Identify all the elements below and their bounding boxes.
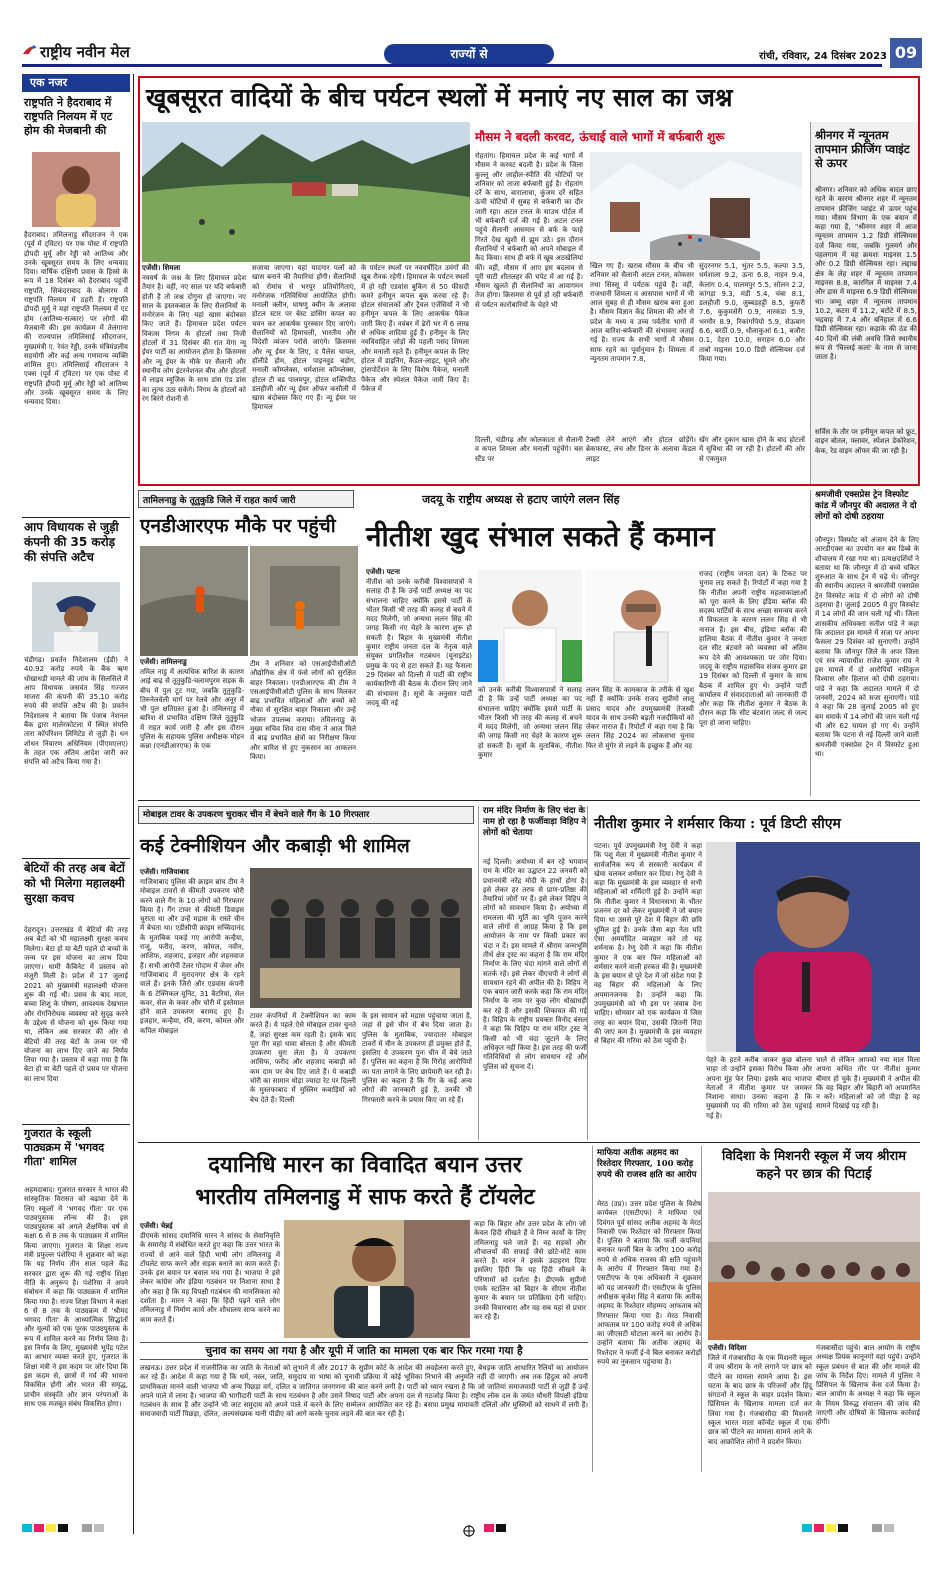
ndrf-headline: एनडीआरएफ मौके पर पहुंची	[140, 515, 336, 537]
mla-photo	[32, 582, 120, 652]
maran-byline: एजेंसी। चेन्नई	[140, 1222, 173, 1230]
maran-headline-line1: दयानिधि मारन का विवादित बयान उत्तर	[208, 1152, 522, 1178]
color-swatch	[872, 1524, 882, 1532]
mobile-col3: के इस सामान को मद्रास पहुंचाया जाता है, जहां से इसे चीन में बेच दिया जाता है। पुलिस के मुताबिक, ज्यादातर मोबाइल टावरों में चीन के उपकरण ही प्रयुक्त होते हैं, इसलिए ये उपकरण पुनः चीन में बेचे जाते हैं। पुलिस का कहना है कि गिरोह आरोपियों का पता लगाने के लिए छापेमारी कर रही है। पुलिस का कहना है कि गैंग के कई अन्य लोगों की जानकारी हुई है, उनकी भी गिरफ्तारी करने के प्रयास किए जा रहे हैं।	[362, 1012, 475, 1104]
lead-sub-headline: मौसम ने बदली करवट, ऊंचाई वाले भागों में बर्फबारी शुरू	[475, 130, 725, 144]
nitish-kicker: जदयू के राष्ट्रीय अध्यक्ष से हटाए जाएंगे ललन सिंह	[422, 493, 620, 506]
lead-col3: के पर्यटन स्थलों पर नववर्षीदित उमंगों की खूब रौनक रहेगी। हिमाचल के पर्यटन स्थलों में हो रही एडवांस बुकिंग से 50 फीसदी कमरे हनीमून कपल बुक करवा रहे हैं। होटल संचालकों और ट्रैवल एजेंसियों ने भी हनीमून कपल के लिए आकर्षक पैकेज जारी किए हैं। नवंबर में ढेरों भर में 6 लाख से अधिक शादियां हुई हैं। हनीमून के लिए नवविवाहित जोड़ों की पहली पसंद शिमला और मनाली रहते हैं। हनीमून कपल के लिए होटल में डाइनिंग, कैंडल-लाइट, घूमने और ट्रांसपोर्टेशन के लिए विशेष पैकेज, मनाली पैकेज और स्पेशल पैकेज जारी किए हैं। पैकेज में	[361, 264, 472, 393]
lead-col4b: टैक्सी लेने आएंगे और होटल छोड़ेंगे। ब्रेकफास्ट, लंच और डिनर के अलावा केंडल लाइट	[586, 436, 699, 463]
color-swatch	[838, 1524, 848, 1532]
vidisha-box	[706, 1146, 923, 1472]
sidebar-story4-title: गुजरात के स्कूली पाठ्यक्रम में 'भगवद गीता' शामिल	[24, 1127, 105, 1168]
maran-headline-line2: भारतीय तमिलनाडु में साफ करते हैं टॉयलेट	[195, 1184, 535, 1210]
color-swatch	[22, 1524, 32, 1532]
deputy-cm-headline: नीतीश कुमार ने शर्मसार किया : पूर्व डिप्टी सीएम	[594, 816, 841, 832]
sidebar-story3-text: देहरादून। उत्तराखंड में बेटियों की तरह अब बेटों को भी महालक्ष्मी सुरक्षा कवच मिलेगा। बेटा हो या बेटी पहले दो बच्चों के जन्म पर इस योजना का लाभ दिया जाएगा। धामी कैबिनेट में प्रस्ताव को मंजूरी मिली है। प्रदेश में 17 जुलाई 2021 को मुख्यमंत्री महालक्ष्मी योजना शुरू की गई थी। प्रसव के बाद माता, बच्चा शिशु के पोषण, आवश्यक देखभाल और रोगनिरोधक व्यवस्था को सुदृढ़ करने के उद्देश्य से योजना को शुरू किया गया था, लेकिन अब सरकार की ओर से बेटियों की तरह बेटों के जन्म पर भी योजना का लाभ दिए जाने का निर्णय लिया गया है। प्रस्ताव में कहा गया है कि बेटा हो या बेटी पहले दो प्रसव पर योजना का लाभ दिया	[24, 926, 131, 1083]
deputy-cm-col1: पटना। पूर्व उपमुख्यमंत्री रेणु देवी ने कहा कि पशु मेला में मुख्यमंत्री नीतीश कुमार ने सार्वजनिक रूप से सरकारी कार्यक्रम में खेमा चलकर शर्मसार कर दिया। रेणु देवी ने कहा कि मुख्यमंत्री के इस व्यवहार से सभी महिलाओं को शर्मिंदगी हुई है। उन्होंने कहा कि नीतीश कुमार ने विधानसभा के भीतर प्रजनन दर को लेकर मुख्यमंत्री ने जो बयान दिया था उससे पूरे देश में बिहार की छवि धूमिल हुई है। उनके जैसा बड़ा नेता यदि ऐसा अमर्यादित व्यवहार करे तो यह शर्मनाक है। रेणु देवी ने कहा कि नीतीश कुमार ने एक बार फिर महिलाओं को शर्मसार करने वाली हरकत की है। मुख्यमंत्री के इस बयान से पूरे देश में जो संदेश गया है वह बिहार की महिलाओं के लिए अपमानजनक है। उन्होंने कहा कि उपमुख्यमंत्री को भी इस पर जवाब देना चाहिए। सोमवार को एक कार्यक्रम में जिस तरह का बयान दिया, उसकी जितनी निंदा की जाए कम है। मुख्यमंत्री के इस व्यवहार से बिहार की गरिमा को ठेस पहुंची है।	[594, 842, 705, 1046]
divider	[138, 1142, 920, 1143]
deputy-cm-col2: पेहरे के हटने करीब जाकर कुछ बोलना चाहा तो उन्होंने इसका विरोध किया और अपना मुंह फेर लिया। इसके बाद भाजपा नेताओं ने नीतीश कुमार पर जमकर निशाना साधा। उनका कहना है कि मुख्यमंत्री पद की गरिमा को ठेस पहुंचाई गई है।	[706, 1056, 815, 1120]
ndrf-col1: तमिल नाडु में अत्यधिक बारिश के कारण आई बाढ़ से तूतुकुडि-चलामपुरम सड़क के बीच में पुल टूट गया, जबकि तूतुकुडि-तिरुनेलवेली मार्ग पर रेलवे और अनूर में भी पुल क्षतिग्रस्त हुआ है। तमिलनाडु में बारिश से प्रभावित दक्षिण जिले तूतुकुडि में राहत कार्य जारी है और इस दौरान पुलिस के सहायक पुलिस अधीक्षक मोहन कन्ना (एनडीआरएफ) के एक	[140, 668, 247, 751]
lead-col1: नववर्ष के जश्न के लिए हिमाचल प्रदेश तैयार है। वहीं, नए साल पर यदि बर्फबारी होती है तो जश्न दोगुना हो जाएगा। नए साल के इस्तकबाल के लिए सैलानियों के मनोरंजन के लिए यहां खास बंदोबस्त किए जाते हैं। हिमाचल प्रदेश पर्यटन विकास निगम के होटलों तथा निजी होटलों में 31 दिसंबर की रात मेगा न्यू ईयर पार्टी का आयोजन होता है। क्रिसमस और न्यू ईयर के मौके पर सैलानी और स्थानीय लोग इंटरनेशनल बीच और होटलों में लाइव म्यूजिक के साथ डांस एंड डांस का लुत्फ उठा सकेंगे। निगम के होटलों को रंग बिरंगे रोशनी से	[142, 274, 249, 403]
nitish-col3: राजद (राष्ट्रीय जनता दल) के टिकट पर चुनाव लड़ सकते हैं। रिपोर्टों में कहा गया है कि नीतीश अपनी राष्ट्रीय महत्वाकांक्षाओं को पूरा करने के लिए इंडिया ब्लॉक की सदस्य पार्टियों के साथ अच्छा समन्वय करने में विफलता के कारण ललन सिंह से भी नाराज हैं। इस बीच, इंडिया ब्लॉक की हालिया बैठक में नीतीश कुमार ने जनता दल सीट बंटवारे को व्यवस्था को अंतिम रूप देने की आवश्यकता पर जोर दिया। जदयू के राष्ट्रीय महासचिव संजय कुमार झा 19 दिसंबर को दिल्ली में कुमार के साथ बैठक में शामिल हुए थे। उन्होंने पार्टी कार्यालय में संवाददाताओं को जानकारी दी और कहा कि नीतीश कुमार ने बैठक के दौरान कहा कि सीट बंटवारा जल्द से जल्द पूरा हो जाना चाहिए।	[699, 570, 810, 727]
masthead-underline	[22, 64, 882, 67]
mobile-kicker: मोबाइल टावर के उपकरण चुराकर चीन में बेचने वाले गैंग के 10 गिरफ्तार	[143, 810, 370, 820]
color-swatch	[802, 1524, 812, 1532]
sidebar-story4-text: अहमदाबाद। गुजरात सरकार ने भारत की सांस्कृतिक विरासत को बढ़ावा देने के लिए स्कूलों में 'भगवद गीता' पर एक पाठ्यपुस्तक लॉन्च की है। इस पाठ्यपुस्तक को अगले शैक्षणिक वर्ष से कक्षा 6 से 8 तक के पाठ्यक्रम में शामिल किया जाएगा। गुजरात के शिक्षा राज्य मंत्री प्रफुल्ल पंशेरिया ने शुक्रवार को कहा कि यह निर्णय तीन साल पहले केंद्र सरकार द्वारा शुरू की गई राष्ट्रीय शिक्षा नीति के अनुरूप है। पंशेरिया ने अपने संबोधन में कहा कि पाठ्यक्रम में शामिल किया गया है। राज्य शिक्षा विभाग ने कक्षा 6 से 8 तक के पाठ्यक्रम में 'श्रीमद भगवद गीता' के आध्यात्मिक सिद्धांतों और मूल्यों को एक पूरक पाठ्यपुस्तक के रूप में शामिल करने का निर्णय लिया है। इस निर्णय के लिए, मुख्यमंत्री भूपेंद्र पटेल का आभार व्यक्त करते हुए, गुजरात के शिक्षा मंत्री ने इस कदम पर जोर दिया कि इस कदम से, छात्रों में गर्व की भावना विकसित होगी और भारत की समृद्ध, प्राचीन संस्कृति और ज्ञान परंपराओं के साथ एक मजबूत संबंध विकसित होगा।	[24, 1186, 131, 1408]
snow-town-photo	[590, 152, 802, 260]
sidebar-story1-text: हैदराबाद। तमिलनाडु सौंदराजन ने एक (पूर्व में ट्विटर) पर एक पोस्ट में राष्ट्रपति द्रौपदी मुर्मू और रेड्डी को आतिथ्य और उनके खूबसूरत समय के लिए धन्यवाद दिया। वार्षिक दक्षिणी प्रवास के हिस्से के रूप में 18 दिसंबर को हैदराबाद पहुंचीं राष्ट्रपति, सिकंदराबाद के बोलारम में राष्ट्रपति निलयम में ठहरी हैं। राष्ट्रपति द्रौपदी मुर्मू ने यहां राष्ट्रपति निलयम में एट होम (आतिथ्य-सत्कार) पर लोगों की मेजबानी की। इस कार्यक्रम में तेलंगाना की राज्यपाल तमिलिसाई सौंदराजन, मुख्यमंत्री ए. रेवंत रेड्डी, उनके मंत्रिमंडलीय सहयोगी और कई अन्य गणमान्य व्यक्ति शामिल हुए। तमिलिसाई सौंदराजन ने एक्स (पूर्व में ट्विटर) पर एक पोस्ट में राष्ट्रपति द्रौपदी मुर्मू और रेड्डी को आतिथ्य और उनके खूबसूरत समय के लिए धन्यवाद दिया।	[24, 231, 131, 407]
president-photo	[32, 152, 120, 227]
color-swatch	[58, 1524, 68, 1532]
mobile-col2: टावर कंपनियों में टेक्नीशियन का काम करते हैं। ये पहले ऐसे मोबाइल टावर चुनते हैं, जहां सुरक्षा कम रहती है। इसके बाद पूरा गैंग वहां धावा बोलता है और कीमती उपकरण चुरा लेता है। ये उपकरण आसिफ, फरीद और शहजाद कबाड़ी को कम दाम पर बेच दिए जाते हैं। ये कबाड़ी चोरी का सामान थोड़ा ज्यादा रेट पर दिल्ली के मुस्तफाबाद में मुस्लिम कबाड़ियों को बेच देते हैं। दिल्ली	[250, 1012, 359, 1104]
masthead	[22, 40, 922, 70]
section-badge	[384, 44, 554, 64]
ndrf-byline: एजेंसी। तामिलनाडु	[140, 658, 187, 666]
paper-name: राष्ट्रीय नवीन मेल	[40, 43, 130, 61]
dateline: रांची, रविवार, 24 दिसंबर 2023	[759, 51, 887, 62]
lead-col6: सुंदरनगर 5.1, भुंतर 5.5, कल्पा 3.5, धर्मशाला 9.2, ऊना 6.8, नाहन 9.4, केलांग 0.4, पालमपुर 5.5, सोलन 2.2, कांगड़ा 9.3, मंडी 5.4, चंबा 8.1, डलहौजी 9.0, जुब्बड़हट्टी 8.5, कुफरी 7.6, कुकुमसेरी 0.9, नारकंडा 5.9, भरमौर 8.9, रिकांगपियो 5.9, सेऊबाग 6.6, बरठीं 0.9, धौलाकुआं 6.1, बजौरा 0.1, देहरा 10.0, सराहन 6.0 और ताबो माइनस 10.0 डिग्री सेल्सियस दर्ज किया गया।	[699, 262, 808, 363]
renu-devi-photo	[706, 842, 920, 1052]
sidebar-divider	[133, 74, 134, 1534]
nitish-col2: ललन सिंह के कामकाज के तरीके से खुश नहीं हैं क्योंकि उनके राजद सुप्रीमो लालू प्रसाद यादव और उपमुख्यमंत्री तेजस्वी यादव के साथ उनकी बढ़ती नजदीकियों को लेकर नाराज हैं। रिपोर्टों में कहा गया है कि ललन सिंह 2024 का लोकसभा चुनाव फिर से मुंगेर से लड़ने के इच्छुक हैं और वह	[586, 686, 697, 750]
divider	[22, 517, 130, 518]
nitish-col1: नीतीश को उनके करीबी विश्वासपात्रों ने सलाह दी है कि उन्हें पार्टी अध्यक्ष का पद संभालना चाहिए क्योंकि इससे पार्टी के भीतर किसी भी तरह की कलह से बचने में मदद मिलेगी, जो अन्यथा ललन सिंह की जगह किसी नए चेहरे के कारण शुरू हो सकती है। बिहार के मुख्यमंत्री नीतीश कुमार राष्ट्रीय जनता दल के नेतृत्व वाले संयुक्त प्रगतिशील गठबंधन (यूनाइटेड) प्रमुख के पद से हटा सकते हैं। यह फैसला 29 दिसंबर को दिल्ली में पार्टी की राष्ट्रीय कार्यकारिणी की बैठक के दौरान लिए जाने की संभावना है। सूत्रों के अनुसार पार्टी जदयू की नई	[366, 578, 475, 707]
mobile-kicker-box	[138, 806, 474, 824]
ram-mandir-text: नई दिल्ली। अयोध्या में बन रहे भगवान राम के मंदिर का उद्घाटन 22 जनवरी को प्रधानमंत्री नरेंद्र मोदी के हाथों होगा है। इसे लेकर हर तरफ से प्राण-प्रतिष्ठा की तैयारियां जोरों पर हैं। इसे लेकर विहिप ने लोगों को सावधान किया है। अयोध्या में रामलला की मूर्ति का भूमि पूजन करने वाले लोगों से आग्रह किया है कि इस आयोजन के नाम पर किसी प्रकार का चंदा न दें। इस मामले में श्रीराम जन्मभूमि तीर्थ क्षेत्र ट्रस्ट का कहना है कि राम मंदिर निर्माण के लिए चंदा मांगने वाले लोगों से सतर्क रहें। इसे लेकर वीएचपी ने लोगों से सावधान रहने की अपील की है। विहिप ने एक बयान जारी करके कहा कि राम मंदिर निर्माण के नाम पर कुछ लोग धोखाधड़ी कर रहे हैं और इसकी शिकायत की गई है। विहिप के राष्ट्रीय प्रवक्ता विनोद बंसल ने कहा कि विहिप या राम मंदिर ट्रस्ट ने किसी को भी चंदा जुटाने के लिए अधिकृत नहीं किया है। इस तरह की फर्जी गतिविधियों से लोग सावधान रहें और पुलिस को सूचना दें।	[483, 858, 590, 1071]
deputy-cm-col3: चाले से लेकिन आपको नया माल मिला अपना कथित तौर पर नीतीश कुमार बीमार हो चुके हैं। मुख्यमंत्री ने अपील की कि वह बिहार और बिहारी को अपमानित न करें। महिलाओं को जो पीड़ा है वह सामने दिखाई पड़ रही है।	[816, 1056, 923, 1111]
lead-col5: खिल गए हैं। खराब मौसम के बीच भी शनिवार को सैलानी अटल टनल, कोकसर तथा सिस्सू में पर्यटक पहुंचे हैं। वहीं, राजधानी शिमला व आसपास भागों में भी आज सुबह से ही मौसम खराब बना हुआ है। मौसम विज्ञान केंद्र शिमला की ओर से प्रदेश के मध्य व उच्च पर्वतीय भागों में आज बारिश-बर्फबारी की संभावना जताई गई है। राज्य के सभी भागों में मौसम साफ रहने का पूर्वानुमान है। शिमला में न्यूनतम तापमान 7.8,	[590, 262, 697, 363]
mobile-col1: गाजियाबाद पुलिस की क्राइम ब्रांच टीम ने मोबाइल टावरों से कीमती उपकरण चोरी करने वाले गैंग के 10 लोगों को गिरफ्तार किया है। गैंग टावर से कीमती डिवाइस चुराता था और उन्हें मद्रास के रास्ते चीन में बेचता था। एडीसीपी क्राइम सच्चिदानंद के मुताबिक पकड़े गए आरोपी कन्हैया, राजू, फरीद, करण, कोमल, नवीन, आशिफ, शहजाद, इजहार और शहनवाज हैं। सभी आरोपी टेलर गोदाम में जेवर और गाजियाबाद में मुरादनगर क्षेत्र के रहने वाले हैं। इनके जिरो और एडवांस कंपनी के 6 टेक्निकल यूनिट, 31 बैटरियां, सेल कवर, सेल के कवर और चोरी में इस्तेमाल होने वाले उपकरण बरामद हुए हैं। इजहार, कन्हैया, रवि, करण, कोमल और कपिल मोबाइल	[140, 878, 247, 1035]
nitish-headline: नीतीश खुद संभाल सकते हैं कमान	[366, 520, 715, 553]
lead-headline: खूबसूरत वादियों के बीच पर्यटन स्थलों में मनाएं नए साल का जश्न	[146, 83, 733, 112]
lead-col4: रोहतांग। हिमाचल प्रदेश के कई भागों में मौसम ने करवट बदली है। प्रदेश के जिला कुल्लू और लाहौल-स्पीति की चोटियों पर शनिवार को ताजा बर्फबारी हुई है। रोहतांग दर्रे के साथ, बारालाचा, कुंजम दर्रे सहित ऊंची चोटियों में सुबह से बर्फबारी का दौर जारी रहा। अटल टनल के साउथ पोर्टल में भी बर्फबारी दर्ज की गई है। अटल टनल पहुंचे सैलानी आसमान से बर्फ के फाहे गिरते देख खुशी से झूम उठे। इस दौरान सैलानियों ने बर्फबारी को अपने मोबाइल में कैद किया। साथ ही बर्फ में खूब अठखेलियां कीं। वहीं, मौसम में आए इस बदलाव से पूरी घाटी शीतलहर की चपेट में आ गई है। मौसम खुलते ही सैलानियों का आवागमन तेज होगा। क्रिसमस से पूर्व हो रही बर्फबारी से पर्यटन कारोबारियों के चेहरे भी	[475, 152, 586, 309]
paper-logo-icon	[22, 42, 38, 58]
color-swatch	[884, 1524, 894, 1532]
school-protest-photo	[708, 1192, 920, 1340]
color-swatch	[484, 1524, 494, 1532]
color-swatch	[34, 1524, 44, 1532]
srinagar-title: श्रीनगर में न्यूनतम तापमान फ्रीजिंग प्वाइंट से ऊपर	[815, 128, 910, 170]
nitish-photo-1	[478, 570, 582, 682]
register-mark-icon	[462, 1522, 476, 1534]
lead-col2: सजाया जाएगा। वहां यादगार पलों को खास बनाने की तैयारियां होंगी। सैलानियों को रोमांच से भरपूर प्रतियोगिताएं, मनोरंजक गतिविधियां आयोजित होंगी। मनाली क्लीन, घाषणु क्वीन के अलावा होटल स्टार पर बेस्ट डांसिंग कपल का चयन कर आकर्षक पुरस्कार दिए जाएंगे। सैलानियों को हिमाचली, भारतीय और विदेशी व्यंजन परोसे जाएंगे। क्रिसमस और न्यू ईयर के लिए, द पैलेस चायल, हॉलीडे होम, होटल पाइनवुड बड़ोग, मनाली कॉम्प्लेक्स, धर्मशाला कॉम्प्लेक्स, होटल टी बड पालमपुर, होटल शक्तिपीठ डलहौजी और न्यू ईयर ऑफर कसौली में खास बंदोबस्त किए गए हैं। न्यू ईयर पर हिमाचल	[252, 264, 359, 412]
ndrf-col2: टीम ने शनिवार को एसआईपीसीओटी औद्योगिक क्षेत्र में फंसे लोगों को सुरक्षित बाहर निकाला। एनडीआरएफ की टीम ने एसआईपीसीओटी पुलिस के साथ मिलकर बाढ़ प्रभावित महिलाओं और बच्चों को नौका से सुरक्षित बाहर निकाला और उन्हें भोजन उपलब्ध कराया। तमिलनाडु के मुख्य सचिव शिव दास मीना ने आज मिले में बाढ़ प्रभावित क्षेत्रों का निरीक्षण किया और बारिश से हुए नुकसान का आकलन किया।	[250, 660, 359, 761]
ndrf-kicker: तामिलनाडु के तूतुकुडि जिले में राहत कार्य जारी	[143, 496, 296, 506]
srinagar-box	[810, 122, 918, 484]
sidebar-story2-title: आप विधायक से जुड़ी कंपनी की 35 करोड़ की संपत्ति अटैच	[24, 520, 119, 564]
mobile-byline: एजेंसी। गाजियाबाद	[140, 868, 189, 876]
ndrf-kicker-box	[138, 490, 354, 508]
maran-photo	[284, 1220, 470, 1338]
color-swatch	[82, 1524, 92, 1532]
lead-byline: एजेंसी। शिमला	[142, 264, 181, 272]
ahmad-title: माफिया अतीक अहमद का रिश्तेदार गिरफ्तार, 100 करोड़ रुपये की राजस्व क्षति का आरोप	[597, 1148, 697, 1180]
sidebar-heading	[22, 74, 130, 92]
color-swatch	[94, 1524, 104, 1532]
color-swatch	[496, 1524, 506, 1532]
maran-bottom: लखनऊ। उत्तर प्रदेश में राजनीतिक का जाति के नेताओं को लुभाने में और 2017 के सुप्रीम कोर्ट के आदेश की अवहेलना करते हुए, बेधड़क जाति आधारित रैलियों का आयोजन कर रहे हैं। आदेश में कहा गया है कि धर्म, नस्ल, जाति, समुदाय या भाषा को चुनावी प्रक्रिया में कोई भूमिका निभाने की अनुमति नहीं दी जाएगी। अब तक हिंदुत्व को अपनी प्राथमिकता मानने वाली भाजपा भी अन्य पिछड़ा वर्ग, दलित व जातिगत जनगणना की बात करने लगी है। पार्टी को ध्यान रखना है कि जो जातियां समाजवादी पार्टी से जुड़ी हैं उन्हें अपने पाले में लाना है। भाजपा की भागीदारी पार्टी के साथ गठबंधन है और उसने निषाद पार्टी और अपना दल से गठजोड़ किया है। राष्ट्रीय लोक दल के जयंत चौधरी विपक्षी इंडिया गठबंधन के साथ हैं और उन्होंने भी जाट समुदाय को अपने पाले में करने के लिए सम्मेलन आयोजित कर रहे हैं। बसपा प्रमुख मायावती दलितों और मुस्लिमों को साधने में लगी हैं। समाजवादी पार्टी पिछड़ा, दलित, अल्पसंख्यक यानी पीडीए को आगे करके चुनाव लड़ने की बात कर रही है।	[140, 1364, 591, 1419]
registration-bar	[22, 1522, 922, 1534]
page-number: 09	[890, 38, 922, 68]
vidisha-col1: जिले में गंजबासौदा के एक मिशनरी स्कूल में जय श्रीराम के नारे लगाने पर छात्र को पीटने का मामला सामने आया है। इस घटना के बाद छात्र के परिजनों और हिंदू संगठनों ने स्कूल के बाहर प्रदर्शन किया। प्रिंसिपल के खिलाफ मामला दर्ज कर लिया गया है। गंजबासौदा की मिशनरी स्कूल भारत माता कॉन्वेंट स्कूल में एक छात्र को पीटने का मामला सामने आने के बाद आक्रोशित लोगों ने प्रदर्शन किया।	[708, 1354, 815, 1446]
maran-col2: कहा कि बिहार और उत्तर प्रदेश के लोग जो केवल हिंदी सीखते हैं वे निम्न कार्यों के लिए तमिलनाडु चले जाते हैं। वह सड़कों और शौचालयों की सफाई जैसे छोटे-मोटे काम करते हैं। मारन ने इसके उदाहरण दिया इसलिए हिंदी कि यह हिंदी सीखने के परिणामों को दर्शाता है। डीएमके सुप्रीमो एमके स्टालिन को बिहार के सीएम नीतीश कुमार के बयान पर प्रतिक्रिया देनी चाहिए। उनकी विचारधारा और वह सब यहां से प्रचार कर रहे हैं।	[474, 1220, 589, 1321]
sidebar-story3-title: बेटियों की तरह अब बेटों को भी मिलेगा महालक्ष्मी सुरक्षा कवच	[24, 861, 125, 905]
ahmad-text: मेरठ (उप्र)। उत्तर प्रदेश पुलिस के विशेष कार्यबल (एसटीएफ) ने माफिया एवं दिवंगत पूर्व सांसद अतीक अहमद के मेरठ निवासी एक रिश्तेदार को गिरफ्तार किया है। पुलिस ने बताया कि फर्जी कंपनियां बनाकर फर्जी बिल के जरिए 100 करोड़ रुपये से अधिक राजस्व की क्षति पहुंचाने के आरोप में गिरफ्तार किया गया है। एसटीएफ के एक अधिकारी ने शुक्रवार को यह जानकारी दी। एसटीएफ के पुलिस अधीक्षक बृजेश सिंह ने बताया कि अतीक अहमद के रिश्तेदार मोहम्मद आफताब को गिरफ्तार किया गया है। मेरठ निवासी आफताब पर 100 करोड़ रुपये से अधिक का जीएसटी घोटाला करने का आरोप है। उन्होंने बताया कि अतीक अहमद के रिश्तेदार ने फर्जी ई-वे बिल बनाकर करोड़ों रुपये का नुकसान पहुंचाया है।	[597, 1200, 704, 1367]
maran-col1: डीएमके सांसद दयानिधि मारन ने सांसद के सेवानिवृत्ति के समारोह में संबोधित करते हुए कहा कि उत्तर भारत के राज्यों से आने वाले हिंदी भाषी लोग तमिलनाडु में टॉयलेट साफ करने और सड़क बनाने का काम करते हैं। उनके इस बयान पर बवाल मच गया है। भाजपा ने इसे लेकर कांग्रेस और इंडिया गठबंधन पर निशाना साधा है और कहा है कि यह विपक्षी गठबंधन की मानसिकता को दर्शाता है। मारन ने कहा कि हिंदी पढ़ने वाले लोग तमिलनाडु में निर्माण कार्य और शौचालय साफ करने का काम करते हैं।	[140, 1232, 283, 1324]
vidisha-col2: गंजबासौदा पहुंचे। बाल आयोग के राष्ट्रीय अध्यक्ष प्रियंक कानूनगो यहां पहुंचे। उन्होंने स्कूल प्रबंधन से बात की और मामले की जांच के निर्देश दिए। मामले में पुलिस ने प्रिंसिपल के खिलाफ केस दर्ज किया है। बाल आयोग के अध्यक्ष ने कहा कि स्कूल के नियम विरुद्ध संचालन की जांच की जाएगी और दोषियों के खिलाफ कार्रवाई होगी।	[816, 1344, 923, 1427]
divider	[22, 1124, 130, 1125]
nitish-col1b: को उनके करीबी विश्वासपात्रों ने सलाह दी है कि उन्हें पार्टी अध्यक्ष का पद संभालना चाहिए क्योंकि इससे पार्टी के भीतर किसी भी तरह की कलह से बचने में मदद मिलेगी, जो अन्यथा ललन सिंह की जगह किसी नए चेहरे के कारण शुरू हो सकती है। सूत्रों के मुताबिक, नीतीश कुमार	[478, 686, 585, 760]
sidebar-heading-label: एक नजर	[30, 76, 68, 89]
hill-station-photo	[142, 122, 470, 262]
railway-text: जौनपुर। विस्फोट को अंजाम देने के लिए आरडीएक्स का उपयोग कर बम डिब्बे के शौचालय में रखा गया था। प्रत्यक्षदर्शियों ने बताया था कि जौनपुर में दो बच्चे चकित शुरुआत के साथ ट्रेन में चढ़े थे। जौनपुर की स्थानीय अदालत ने श्रमजीवी एक्सप्रेस ट्रेन विस्फोट कांड में दो लोगों को दोषी ठहराया है। जुलाई 2005 में हुए विस्फोट में 14 लोगों की जान चली गई थी। जिला शासकीय अधिवक्ता सतीश पांडे ने कहा कि अदालत इस मामले में सजा पर अपना फैसला 29 दिसंबर को सुनाएगी। उन्होंने बताया कि जौनपुर जिले के अपर जिला एवं सत्र न्यायाधीश राजेश कुमार राय ने इस मामले में दो आरोपियों नफीकुल विश्वास और हिलाल को दोषी ठहराया। पांडे ने कहा कि अदालत मामले में दो जनवरी, 2024 को सजा सुनाएगी। पांडे ने कहा कि 28 जुलाई 2005 को हुए बम धमाके में 14 लोगों की जान चली गई थी और 62 घायल हो गए थे। उन्होंने बताया कि पटना से नई दिल्ली जाने वाली श्रमजीवी एक्सप्रेस ट्रेन में विस्फोट हुआ था।	[815, 536, 922, 758]
section-label: राज्यों से	[450, 47, 488, 61]
lead-col6b: खेंग और दुकान खास होने के बाद होटलों में सुविधा की जा रही है। होटलों की ओर से एकमुश्त	[699, 436, 808, 463]
nitish-byline: एजेंसी। पटना	[366, 568, 400, 576]
divider	[22, 858, 130, 859]
ram-mandir-box	[478, 806, 588, 1140]
vidisha-title: विदिशा के मिशनरी स्कूल में जय श्रीराम कहने पर छात्र की पिटाई	[722, 1149, 906, 1182]
sidebar-story1-title: राष्ट्रपति ने हैदराबाद में राष्ट्रपति निलयम में एट होम की मेजबानी की	[24, 96, 113, 137]
divider	[138, 800, 920, 801]
lead-col3b: दिल्ली, चंडीगढ़ और कोलकाता से सैलानी व कपल शिमला और मनाली पहुंचेंगे। बस स्टैंड पर	[475, 436, 586, 463]
srinagar-text2: सर्विस के तौर पर हनीमून कपल को फ्रूट, वाइन बोतल, फ्लावर, स्पेशल डेकोरेशन, केक, रेड वाइन ऑफर की जा रही है।	[815, 428, 920, 455]
lalan-singh-photo	[586, 570, 696, 682]
color-swatch	[826, 1524, 836, 1532]
sidebar-story2-text: चंडीगढ़। प्रवर्तन निदेशालय (ईडी) ने 40.92 करोड़ रुपये के बैंक ऋण धोखाधड़ी मामले की जांच के सिलसिले में आप विधायक जसवंत सिंह गज्जन माजरा की कंपनी की 35.10 करोड़ रुपये की संपत्ति अटैच की है। प्रवर्तन निदेशालय ने बताया कि पंजाब नेशनल बैंक द्वारा मालेरकोटला में स्थित संपत्ति तारा कॉर्पोरेशन लिमिटेड से जुड़ी है। धन शोधन निवारण अधिनियम (पीएमएलए) के तहत एक अंतिम आदेश जारी कर संपत्ति को अटैच किया गया है।	[24, 656, 131, 767]
accused-gang-photo	[250, 868, 472, 1008]
ram-mandir-title: राम मंदिर निर्माण के लिए चंदा के नाम हो रहा है फर्जीवाड़ा विहिप ने लोगों को चेताया	[483, 806, 587, 838]
sidebar	[22, 74, 130, 1534]
ahmad-box	[592, 1146, 702, 1472]
srinagar-text: श्रीनगर। शनिवार को अधिक बादल छाए रहने के कारण श्रीनगर शहर में न्यूनतम तापमान फ्रीजिंग प्वाइंट से ऊपर पहुंच गया। मौसम विभाग के एक बयान में कहा गया है, "श्रीनगर शहर में आज न्यूनतम तापमान 1.2 डिग्री सेल्सियस दर्ज किया गया, जबकि गुलमर्ग और पहलगाम में यह क्रमशः माइनस 1.5 और 0.2 डिग्री सेल्सियस रहा। लद्दाख क्षेत्र के लेह शहर में न्यूनतम तापमान माइनस 8.8, कारगिल में माइनस 7.4 और द्रास में माइनस 6.9 डिग्री सेल्सियस था। जम्मू शहर में न्यूनतम तापमान 10.2, कटरा में 11.2, बटोटे में 8.5, भद्रवाह में 7.4 और बनिहाल में 6.6 डिग्री सेल्सियस रहा। कड़ाके की ठंड की 40 दिनों की लंबी अवधि जिसे स्थानीय रूप से 'चिल्लई कलां' के नाम से जाना जाता है।	[815, 186, 920, 362]
color-swatch	[46, 1524, 56, 1532]
mobile-headline: कई टेक्नीशियन और कबाड़ी भी शामिल	[140, 835, 410, 857]
flood-photo	[248, 546, 356, 656]
color-swatch	[814, 1524, 824, 1532]
maran-banner	[140, 1342, 588, 1360]
maran-banner-text: चुनाव का समय आ गया है और यूपी में जाति का मामला एक बार फिर गरमा गया है	[205, 1345, 523, 1357]
railway-box	[810, 490, 920, 796]
railway-title: श्रमजीवी एक्सप्रेस ट्रेन विस्फोट कांड में जौनपुर की अदालत ने दो लोगों को दोषी ठहराया	[815, 490, 917, 522]
vidisha-byline: एजेंसी। विदिशा	[708, 1344, 747, 1352]
